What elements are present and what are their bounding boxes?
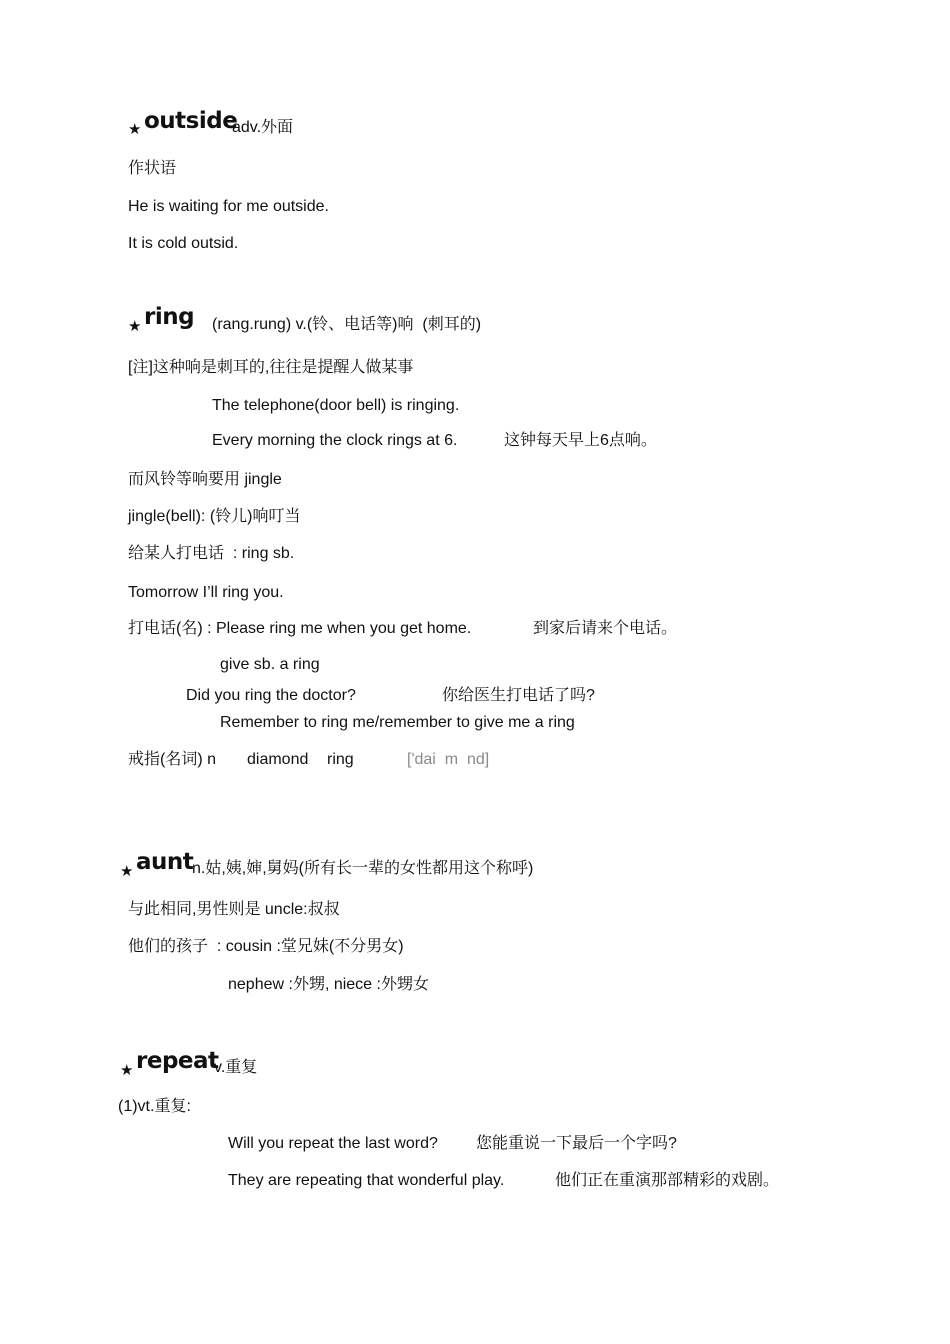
part-of-speech: (rang.rung) v.(铃、电话等)响 (刺耳的) — [212, 316, 482, 333]
example-translation: 到家后请来个电话。 — [533, 620, 678, 637]
noun-label: 戒指(名词) n — [128, 751, 217, 768]
noun-word: diamond — [247, 751, 309, 768]
star-icon: ★ — [120, 863, 134, 880]
example-sentence: 打电话(名) : Please ring me when you get home. — [128, 620, 472, 637]
example-sentence: He is waiting for me outside. — [128, 198, 329, 215]
usage-line: 而风铃等响要用 jingle — [128, 471, 282, 488]
example-translation: 这钟每天早上6点响。 — [504, 432, 657, 449]
noun-word: ring — [327, 751, 354, 768]
example-sentence: Every morning the clock rings at 6. — [212, 432, 458, 449]
usage-line: give sb. a ring — [220, 656, 320, 673]
example-translation: 您能重说一下最后一个字吗? — [476, 1135, 677, 1152]
headword: aunt — [136, 849, 194, 875]
example-sentence: They are repeating that wonderful play. — [228, 1172, 505, 1189]
usage-line: nephew :外甥, niece :外甥女 — [228, 976, 429, 993]
star-icon: ★ — [128, 121, 142, 138]
usage-line: 与此相同,男性则是 uncle:叔叔 — [128, 901, 340, 918]
part-of-speech: adv.外面 — [232, 119, 294, 136]
example-sentence: Will you repeat the last word? — [228, 1135, 438, 1152]
star-icon: ★ — [128, 318, 142, 335]
part-of-speech: n.姑,姨,婶,舅妈(所有长一辈的女性都用这个称呼) — [192, 860, 534, 877]
usage-line: jingle(bell): (铃儿)响叮当 — [128, 508, 301, 525]
example-sentence: It is cold outsid. — [128, 235, 239, 252]
star-icon: ★ — [120, 1062, 134, 1079]
example-sentence: Remember to ring me/remember to give me a ring — [220, 714, 575, 731]
sense-heading: (1)vt.重复: — [118, 1098, 191, 1115]
usage-note: [注]这种响是刺耳的,往往是提醒人做某事 — [128, 359, 414, 376]
example-translation: 你给医生打电话了吗? — [442, 687, 595, 704]
phonetic: ['dai m nd] — [407, 751, 490, 768]
usage-line: 给某人打电话 : ring sb. — [128, 545, 295, 562]
example-sentence: Did you ring the doctor? — [186, 687, 356, 704]
usage-line: 作状语 — [128, 160, 177, 177]
part-of-speech: v.重复 — [214, 1059, 258, 1076]
headword: ring — [144, 304, 195, 330]
example-sentence: The telephone(door bell) is ringing. — [212, 397, 460, 414]
headword: outside — [144, 108, 238, 134]
example-translation: 他们正在重演那部精彩的戏剧。 — [555, 1172, 780, 1189]
headword: repeat — [136, 1048, 219, 1074]
example-sentence: Tomorrow I’ll ring you. — [128, 584, 284, 601]
usage-line: 他们的孩子 : cousin :堂兄妹(不分男女) — [128, 938, 404, 955]
